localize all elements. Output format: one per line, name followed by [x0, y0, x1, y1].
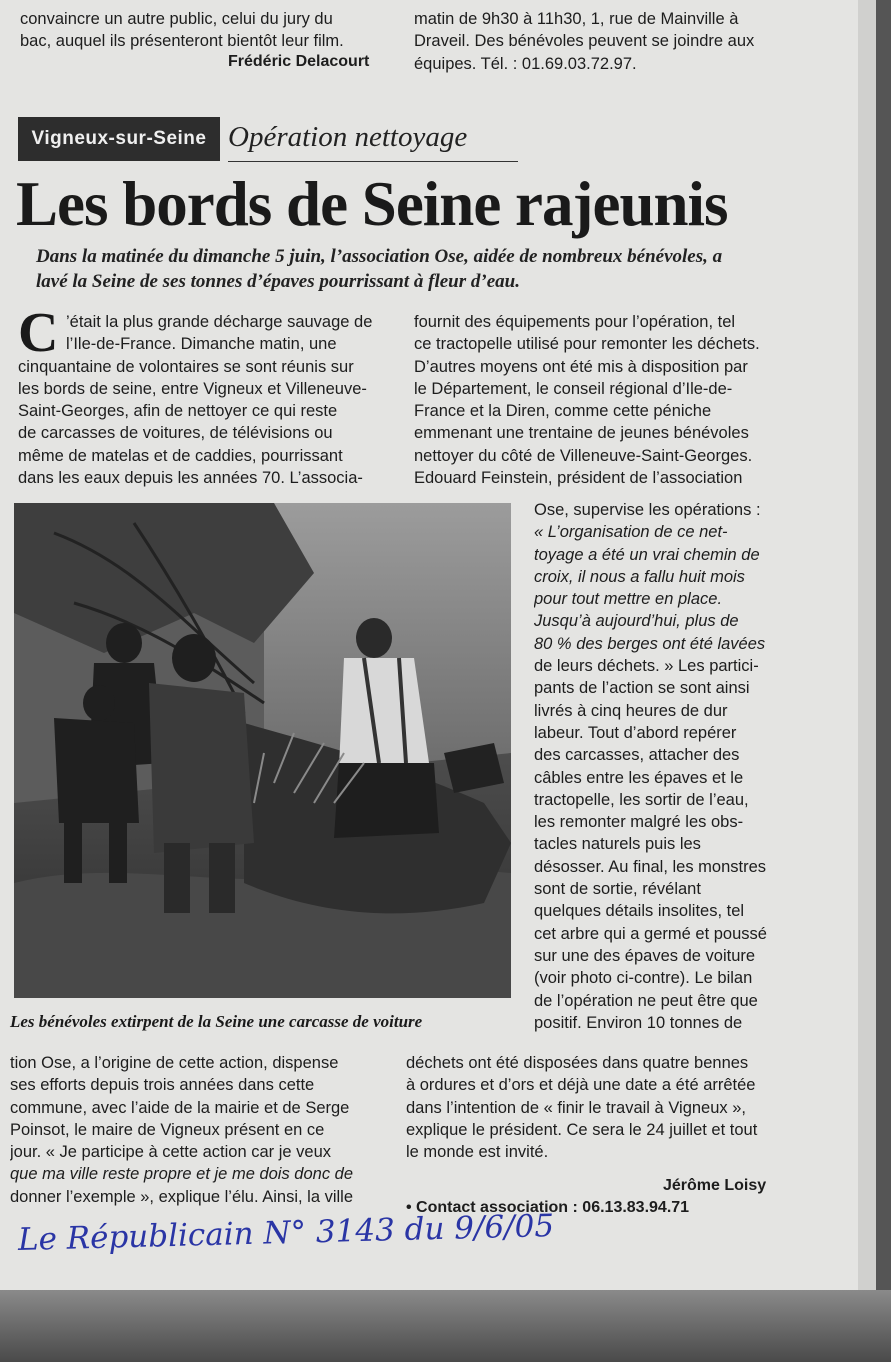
text-line: positif. Environ 10 tonnes de — [534, 1013, 743, 1032]
text-line: désosser. Au final, les monstres — [534, 857, 767, 876]
text-line: les remonter malgré les obs- — [534, 813, 744, 832]
text-line: quelques détails insolites, tel — [534, 902, 745, 921]
text-line: de leurs déchets. » Les partici- — [534, 657, 759, 676]
text-line: Edouard Feinstein, président de l’association — [414, 469, 743, 488]
volunteers-photo-illustration — [14, 503, 511, 998]
text-line: déchets ont été disposées dans quatre bennes — [406, 1054, 749, 1072]
text-line: fournit des équipements pour l’opération, tel — [414, 313, 736, 331]
photo-caption: Les bénévoles extirpent de la Seine une carcasse de voiture — [10, 1012, 423, 1031]
text-line: ce tractopelle utilisé pour remonter les déchets. — [414, 335, 760, 354]
text-line: cet arbre qui a germé et poussé — [534, 924, 767, 943]
text-line: (voir photo ci-contre). Le bilan — [534, 969, 753, 988]
text-line: que ma ville reste propre et je me dois donc de — [10, 1165, 354, 1184]
text-line: câbles entre les épaves et le — [534, 768, 744, 787]
text-line: tractopelle, les sortir de l’eau, — [534, 790, 749, 809]
kicker-subtitle: Opération nettoyage — [228, 121, 518, 162]
text-line: jour. « Je participe à cette action car je veux — [10, 1143, 332, 1162]
text-line: France et la Diren, comme cette péniche — [414, 402, 712, 421]
previous-article-signature: Frédéric Delacourt — [228, 53, 370, 70]
text-line: D’autres moyens ont été mis à disposition par — [414, 357, 748, 376]
text-line: dans l’intention de « finir le travail à Vigneux », — [406, 1098, 746, 1117]
text-line: de carcasses de voitures, de télévisions ou — [18, 424, 333, 443]
lead-paragraph: Dans la matinée du dimanche 5 juin, l’association Ose, aidée de nombreux bénévoles, a lavé la Seine de ses tonnes d’épaves pourrissant à fleur d’eau. — [36, 246, 723, 292]
text-line: le Département, le conseil régional d’Ile-de- — [414, 379, 733, 398]
text-line: matin de 9h30 à 11h30, 1, rue de Mainville à — [414, 10, 739, 28]
text-line: Ose, supervise les opérations : — [534, 501, 761, 519]
text-line: cinquantaine de volontaires se sont réunis sur — [18, 357, 354, 376]
text-line: Poinsot, le maire de Vigneux présent en ce — [10, 1120, 325, 1139]
text-line: tion Ose, a l’origine de cette action, dispense — [10, 1054, 339, 1072]
text-line: emmenant une trentaine de jeunes bénévoles — [414, 424, 749, 443]
text-line: de l’opération ne peut être que — [534, 991, 758, 1010]
article-author: Jérôme Loisy — [663, 1177, 767, 1194]
handwritten-source-note: Le Républicain N° 3143 du 9/6/05 — [17, 1207, 555, 1258]
text-line: convaincre un autre public, celui du jury du — [20, 10, 333, 28]
contact-line: • Contact association : 06.13.83.94.71 — [406, 1199, 690, 1216]
text-line: Draveil. Des bénévoles peuvent se joindre aux — [414, 32, 755, 51]
article-photo — [14, 503, 511, 998]
text-line: sont de sortie, révélant — [534, 880, 701, 899]
text-line: bac, auquel ils présenteront bientôt leur film. — [20, 32, 344, 51]
text-line: livrés à cinq heures de dur — [534, 701, 728, 720]
text-line: donner l’exemple », explique l’élu. Ainsi, la ville — [10, 1187, 354, 1206]
text-line: labeur. Tout d’abord repérer — [534, 723, 737, 742]
text-line: nettoyer du côté de Villeneuve-Saint-Georges. — [414, 446, 753, 465]
text-line: Jusqu’à aujourd’hui, plus de — [534, 612, 739, 631]
text-line: Saint-Georges, afin de nettoyer ce qui reste — [18, 402, 338, 421]
text-line: même de matelas et de caddies, pourrissant — [18, 446, 343, 465]
page-edge — [858, 0, 876, 1300]
kicker-label: Vigneux-sur-Seine — [31, 128, 207, 149]
drop-cap: C — [18, 302, 59, 364]
text-line: pants de l’action se sont ainsi — [534, 679, 750, 698]
text-line: équipes. Tél. : 01.69.03.72.97. — [414, 54, 637, 73]
text-line: toyage a été un vrai chemin de — [534, 545, 760, 564]
text-line: 80 % des berges ont été lavées — [534, 634, 766, 653]
scan-background — [0, 1290, 891, 1362]
text-line: à ordures et d’ors et déjà une date a été arrêtée — [406, 1076, 756, 1095]
headline: Les bords de Seine rajeunis — [16, 169, 728, 239]
text-line: tacles naturels puis les — [534, 835, 701, 854]
text-line: le monde est invité. — [406, 1143, 549, 1162]
column-1-top — [18, 311, 383, 489]
text-line: « L’organisation de ce net- — [534, 523, 728, 542]
text-line: explique le président. Ce sera le 24 juillet et tout — [406, 1120, 758, 1139]
column-2-top — [414, 311, 784, 489]
text-line: commune, avec l’aide de la mairie et de Serge — [10, 1098, 350, 1117]
text-line: ses efforts depuis trois années dans cette — [10, 1076, 315, 1095]
text-line: pour tout mettre en place. — [534, 590, 723, 609]
text-line: croix, il nous a fallu huit mois — [534, 567, 745, 586]
text-line: l’Ile-de-France. Dimanche matin, une — [66, 335, 337, 354]
text-line: ’était la plus grande décharge sauvage de — [66, 313, 373, 331]
column-2-bottom — [406, 1052, 784, 1163]
column-1-bottom — [10, 1052, 380, 1208]
text-line: les bords de seine, entre Vigneux et Villeneuve- — [18, 379, 367, 398]
text-line: sur une des épaves de voiture — [534, 946, 756, 965]
section-kicker — [18, 117, 220, 161]
previous-article-end — [20, 8, 390, 53]
text-line: dans les eaux depuis les années 70. L’associa- — [18, 469, 363, 488]
previous-article-right-column — [414, 8, 786, 75]
text-line: des carcasses, attacher des — [534, 746, 740, 765]
column-2-narrow — [534, 499, 784, 1034]
